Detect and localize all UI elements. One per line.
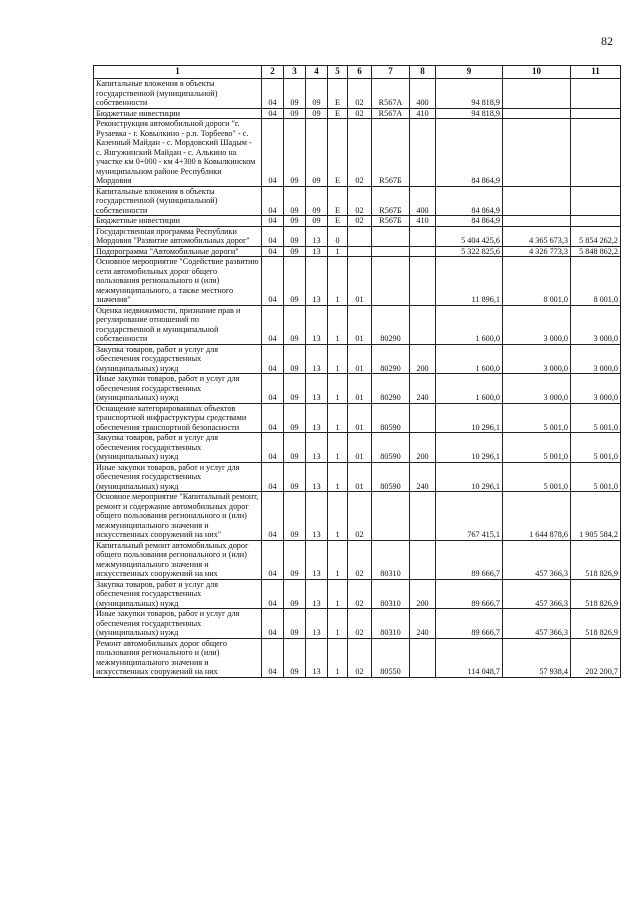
table-row (94, 226, 621, 246)
table-row (94, 609, 621, 639)
row-name: Оснащение категорированных объектов транспортной инфраструктуры средствами обеспечения транспортной безопасности (94, 403, 262, 433)
amount-col10: 457 366,3 (503, 609, 571, 639)
amount-col9: 84 864,9 (436, 216, 503, 227)
header-cell: 5 (328, 66, 348, 79)
table-row (94, 403, 621, 433)
code-expense-type: 410 (410, 216, 436, 227)
amount-col11: 5 854 262,2 (571, 226, 621, 246)
table-row (94, 462, 621, 492)
row-name: Капитальный ремонт автомобильных дорог общего пользования регионального и (или) межмуниципального значения и искусственных сооружений на них (94, 540, 262, 579)
code-section: 04 (262, 246, 284, 257)
code-activity: 02 (348, 119, 372, 187)
code-section: 04 (262, 257, 284, 306)
code-subprogram: 1 (328, 638, 348, 677)
code-subprogram: Е (328, 79, 348, 109)
amount-col10: 3 000,0 (503, 344, 571, 374)
amount-col11: 3 000,0 (571, 305, 621, 344)
code-expense-type (410, 492, 436, 541)
amount-col9: 5 322 825,6 (436, 246, 503, 257)
code-direction (372, 226, 410, 246)
budget-table (93, 65, 621, 678)
code-program: 13 (306, 540, 328, 579)
code-program: 13 (306, 226, 328, 246)
code-expense-type: 200 (410, 579, 436, 609)
table-body (94, 79, 621, 678)
code-subsection: 09 (284, 344, 306, 374)
code-section: 04 (262, 344, 284, 374)
code-program: 13 (306, 257, 328, 306)
code-activity: 01 (348, 305, 372, 344)
amount-col11: 518 826,9 (571, 609, 621, 639)
amount-col10: 4 326 773,3 (503, 246, 571, 257)
code-expense-type: 410 (410, 108, 436, 119)
code-section: 04 (262, 403, 284, 433)
code-program: 09 (306, 108, 328, 119)
code-expense-type: 200 (410, 433, 436, 463)
amount-col11: 518 826,9 (571, 540, 621, 579)
code-direction: 80590 (372, 462, 410, 492)
table-row (94, 374, 621, 404)
code-program: 09 (306, 119, 328, 187)
page-number: 82 (601, 34, 613, 48)
header-cell: 3 (284, 66, 306, 79)
code-activity: 02 (348, 609, 372, 639)
amount-col9: 94 818,9 (436, 79, 503, 109)
code-subprogram: 0 (328, 226, 348, 246)
code-activity: 02 (348, 108, 372, 119)
row-name: Государственная программа Республики Мордовия "Развитие автомобильных дорог" (94, 226, 262, 246)
code-activity: 01 (348, 433, 372, 463)
code-direction: R567Б (372, 186, 410, 216)
code-direction: 80290 (372, 305, 410, 344)
code-subsection: 09 (284, 246, 306, 257)
header-cell: 9 (436, 66, 503, 79)
code-program: 09 (306, 186, 328, 216)
code-direction: R567А (372, 108, 410, 119)
amount-col11 (571, 79, 621, 109)
code-program: 13 (306, 344, 328, 374)
amount-col10: 5 001,0 (503, 403, 571, 433)
code-subsection: 09 (284, 609, 306, 639)
amount-col10: 1 644 878,6 (503, 492, 571, 541)
amount-col11: 1 905 584,2 (571, 492, 621, 541)
amount-col11: 5 001,0 (571, 462, 621, 492)
code-activity: 02 (348, 579, 372, 609)
code-subsection: 09 (284, 216, 306, 227)
code-subprogram: 1 (328, 305, 348, 344)
amount-col9: 10 296,1 (436, 433, 503, 463)
table-row (94, 119, 621, 187)
code-expense-type (410, 305, 436, 344)
amount-col10: 457 366,3 (503, 540, 571, 579)
code-program: 13 (306, 579, 328, 609)
row-name: Закупка товаров, работ и услуг для обеспечения государственных (муниципальных) нужд (94, 579, 262, 609)
code-activity (348, 226, 372, 246)
code-program: 13 (306, 492, 328, 541)
amount-col10 (503, 108, 571, 119)
code-program: 13 (306, 638, 328, 677)
header-row (94, 66, 621, 79)
table-row (94, 638, 621, 677)
amount-col9: 84 864,9 (436, 119, 503, 187)
amount-col11 (571, 108, 621, 119)
row-name: Капитальные вложения в объекты государственной (муниципальной) собственности (94, 186, 262, 216)
row-name: Бюджетные инвестиции (94, 216, 262, 227)
table-row (94, 186, 621, 216)
code-expense-type (410, 119, 436, 187)
code-program: 13 (306, 433, 328, 463)
code-direction: 80590 (372, 403, 410, 433)
code-activity: 02 (348, 216, 372, 227)
code-subprogram: 1 (328, 609, 348, 639)
code-activity: 01 (348, 374, 372, 404)
code-program: 13 (306, 462, 328, 492)
row-name: Реконструкция автомобильной дороги "г. Рузаевка - г. Ковылкино - р.п. Торбеево" - с. Казенный Майдан - с. Мордовский Шадым - с. Янгужинский Майдан - с. Алькино на участке км 0+000 - км 4+300 в Ковылкинском муниципальном районе Республики Мордовия (94, 119, 262, 187)
amount-col11: 8 001,0 (571, 257, 621, 306)
row-name: Основное мероприятие "Капитальный ремонт, ремонт и содержание автомобильных дорог общего пользования регионального и (или) межмуниципального значения и искусственных сооружений на них" (94, 492, 262, 541)
code-subprogram: 1 (328, 433, 348, 463)
amount-col10: 5 001,0 (503, 462, 571, 492)
code-direction: 80310 (372, 609, 410, 639)
code-expense-type: 240 (410, 374, 436, 404)
header-cell: 10 (503, 66, 571, 79)
amount-col9: 89 666,7 (436, 609, 503, 639)
amount-col9: 1 600,0 (436, 305, 503, 344)
header-cell: 8 (410, 66, 436, 79)
table-row (94, 257, 621, 306)
code-section: 04 (262, 108, 284, 119)
code-section: 04 (262, 186, 284, 216)
amount-col11 (571, 186, 621, 216)
amount-col9: 5 404 425,6 (436, 226, 503, 246)
amount-col9: 94 818,9 (436, 108, 503, 119)
amount-col9: 10 296,1 (436, 403, 503, 433)
code-section: 04 (262, 609, 284, 639)
header-cell: 6 (348, 66, 372, 79)
code-section: 04 (262, 433, 284, 463)
code-subsection: 09 (284, 638, 306, 677)
amount-col11: 202 200,7 (571, 638, 621, 677)
code-subsection: 09 (284, 374, 306, 404)
amount-col9: 10 296,1 (436, 462, 503, 492)
code-activity: 01 (348, 257, 372, 306)
code-expense-type (410, 257, 436, 306)
code-subprogram: 1 (328, 579, 348, 609)
table-row (94, 108, 621, 119)
amount-col10: 8 001,0 (503, 257, 571, 306)
code-subprogram: 1 (328, 462, 348, 492)
code-subprogram: 1 (328, 374, 348, 404)
table-row (94, 305, 621, 344)
code-section: 04 (262, 540, 284, 579)
code-subprogram: 1 (328, 492, 348, 541)
code-section: 04 (262, 638, 284, 677)
code-subsection: 09 (284, 462, 306, 492)
table-row (94, 246, 621, 257)
row-name: Закупка товаров, работ и услуг для обеспечения государственных (муниципальных) нужд (94, 344, 262, 374)
code-subprogram: Е (328, 186, 348, 216)
code-direction: 80290 (372, 374, 410, 404)
amount-col9: 1 600,0 (436, 374, 503, 404)
code-subsection: 09 (284, 119, 306, 187)
header-cell: 4 (306, 66, 328, 79)
code-activity: 02 (348, 79, 372, 109)
amount-col11: 5 001,0 (571, 433, 621, 463)
code-program: 13 (306, 246, 328, 257)
amount-col10: 4 365 673,3 (503, 226, 571, 246)
code-direction (372, 257, 410, 306)
table-row (94, 344, 621, 374)
code-subsection: 09 (284, 579, 306, 609)
code-direction: 80290 (372, 344, 410, 374)
code-activity: 01 (348, 462, 372, 492)
code-section: 04 (262, 374, 284, 404)
code-direction: 80590 (372, 433, 410, 463)
table-row (94, 79, 621, 109)
amount-col11: 3 000,0 (571, 344, 621, 374)
amount-col10: 57 938,4 (503, 638, 571, 677)
code-direction: 80310 (372, 579, 410, 609)
code-expense-type: 200 (410, 344, 436, 374)
code-expense-type (410, 540, 436, 579)
amount-col9: 767 415,1 (436, 492, 503, 541)
row-name: Подпрограмма "Автомобильные дороги" (94, 246, 262, 257)
code-subsection: 09 (284, 79, 306, 109)
amount-col10: 3 000,0 (503, 305, 571, 344)
code-expense-type: 400 (410, 186, 436, 216)
code-subprogram: 1 (328, 540, 348, 579)
amount-col9: 11 896,1 (436, 257, 503, 306)
code-direction (372, 492, 410, 541)
code-subprogram: Е (328, 216, 348, 227)
code-program: 09 (306, 79, 328, 109)
code-section: 04 (262, 216, 284, 227)
code-subprogram: 1 (328, 403, 348, 433)
amount-col11: 5 848 862,2 (571, 246, 621, 257)
code-section: 04 (262, 226, 284, 246)
amount-col10 (503, 216, 571, 227)
code-expense-type (410, 638, 436, 677)
code-expense-type (410, 403, 436, 433)
amount-col10: 5 001,0 (503, 433, 571, 463)
code-section: 04 (262, 492, 284, 541)
code-subsection: 09 (284, 108, 306, 119)
code-program: 13 (306, 305, 328, 344)
code-direction (372, 246, 410, 257)
code-program: 13 (306, 609, 328, 639)
header-cell: 7 (372, 66, 410, 79)
row-name: Основное мероприятие "Содействие развитию сети автомобильных дорог общего пользования регионального и (или) межмуниципального, а также местного значения" (94, 257, 262, 306)
code-activity: 02 (348, 540, 372, 579)
code-expense-type (410, 226, 436, 246)
row-name: Иные закупки товаров, работ и услуг для обеспечения государственных (муниципальных) нужд (94, 374, 262, 404)
code-direction: R567А (372, 79, 410, 109)
code-activity: 02 (348, 186, 372, 216)
code-expense-type (410, 246, 436, 257)
code-activity (348, 246, 372, 257)
code-section: 04 (262, 305, 284, 344)
row-name: Оценка недвижимости, признание прав и регулирование отношений по государственной и муниципальной собственности (94, 305, 262, 344)
code-subsection: 09 (284, 305, 306, 344)
amount-col9: 89 666,7 (436, 579, 503, 609)
code-subsection: 09 (284, 226, 306, 246)
amount-col9: 1 600,0 (436, 344, 503, 374)
code-subsection: 09 (284, 540, 306, 579)
code-subprogram: 1 (328, 257, 348, 306)
code-activity: 02 (348, 492, 372, 541)
amount-col10 (503, 186, 571, 216)
amount-col10: 3 000,0 (503, 374, 571, 404)
code-expense-type: 240 (410, 609, 436, 639)
row-name: Иные закупки товаров, работ и услуг для обеспечения государственных (муниципальных) нужд (94, 462, 262, 492)
amount-col9: 84 864,9 (436, 186, 503, 216)
code-subsection: 09 (284, 492, 306, 541)
header-cell: 11 (571, 66, 621, 79)
code-subsection: 09 (284, 403, 306, 433)
code-subsection: 09 (284, 433, 306, 463)
code-activity: 01 (348, 403, 372, 433)
code-program: 13 (306, 374, 328, 404)
header-cell: 1 (94, 66, 262, 79)
amount-col11: 5 001,0 (571, 403, 621, 433)
amount-col9: 114 048,7 (436, 638, 503, 677)
row-name: Ремонт автомобильных дорог общего пользования регионального и (или) межмуниципального значения и искусственных сооружений на них (94, 638, 262, 677)
code-subprogram: Е (328, 108, 348, 119)
code-subprogram: Е (328, 119, 348, 187)
header-cell: 2 (262, 66, 284, 79)
code-expense-type: 400 (410, 79, 436, 109)
table-row (94, 579, 621, 609)
code-subsection: 09 (284, 257, 306, 306)
table-row (94, 492, 621, 541)
code-section: 04 (262, 579, 284, 609)
code-section: 04 (262, 119, 284, 187)
code-section: 04 (262, 79, 284, 109)
amount-col11 (571, 216, 621, 227)
row-name: Закупка товаров, работ и услуг для обеспечения государственных (муниципальных) нужд (94, 433, 262, 463)
amount-col11: 3 000,0 (571, 374, 621, 404)
row-name: Иные закупки товаров, работ и услуг для обеспечения государственных (муниципальных) нужд (94, 609, 262, 639)
code-direction: 80550 (372, 638, 410, 677)
row-name: Капитальные вложения в объекты государственной (муниципальной) собственности (94, 79, 262, 109)
code-direction: 80310 (372, 540, 410, 579)
amount-col10 (503, 119, 571, 187)
code-program: 13 (306, 403, 328, 433)
code-subprogram: 1 (328, 246, 348, 257)
code-activity: 01 (348, 344, 372, 374)
table-row (94, 540, 621, 579)
table-row (94, 433, 621, 463)
amount-col9: 89 666,7 (436, 540, 503, 579)
table-row (94, 216, 621, 227)
code-program: 09 (306, 216, 328, 227)
row-name: Бюджетные инвестиции (94, 108, 262, 119)
code-section: 04 (262, 462, 284, 492)
amount-col10 (503, 79, 571, 109)
code-subsection: 09 (284, 186, 306, 216)
code-subprogram: 1 (328, 344, 348, 374)
amount-col10: 457 366,3 (503, 579, 571, 609)
code-direction: R567Б (372, 216, 410, 227)
code-expense-type: 240 (410, 462, 436, 492)
code-activity: 02 (348, 638, 372, 677)
amount-col11 (571, 119, 621, 187)
code-direction: R567Б (372, 119, 410, 187)
amount-col11: 518 826,9 (571, 579, 621, 609)
